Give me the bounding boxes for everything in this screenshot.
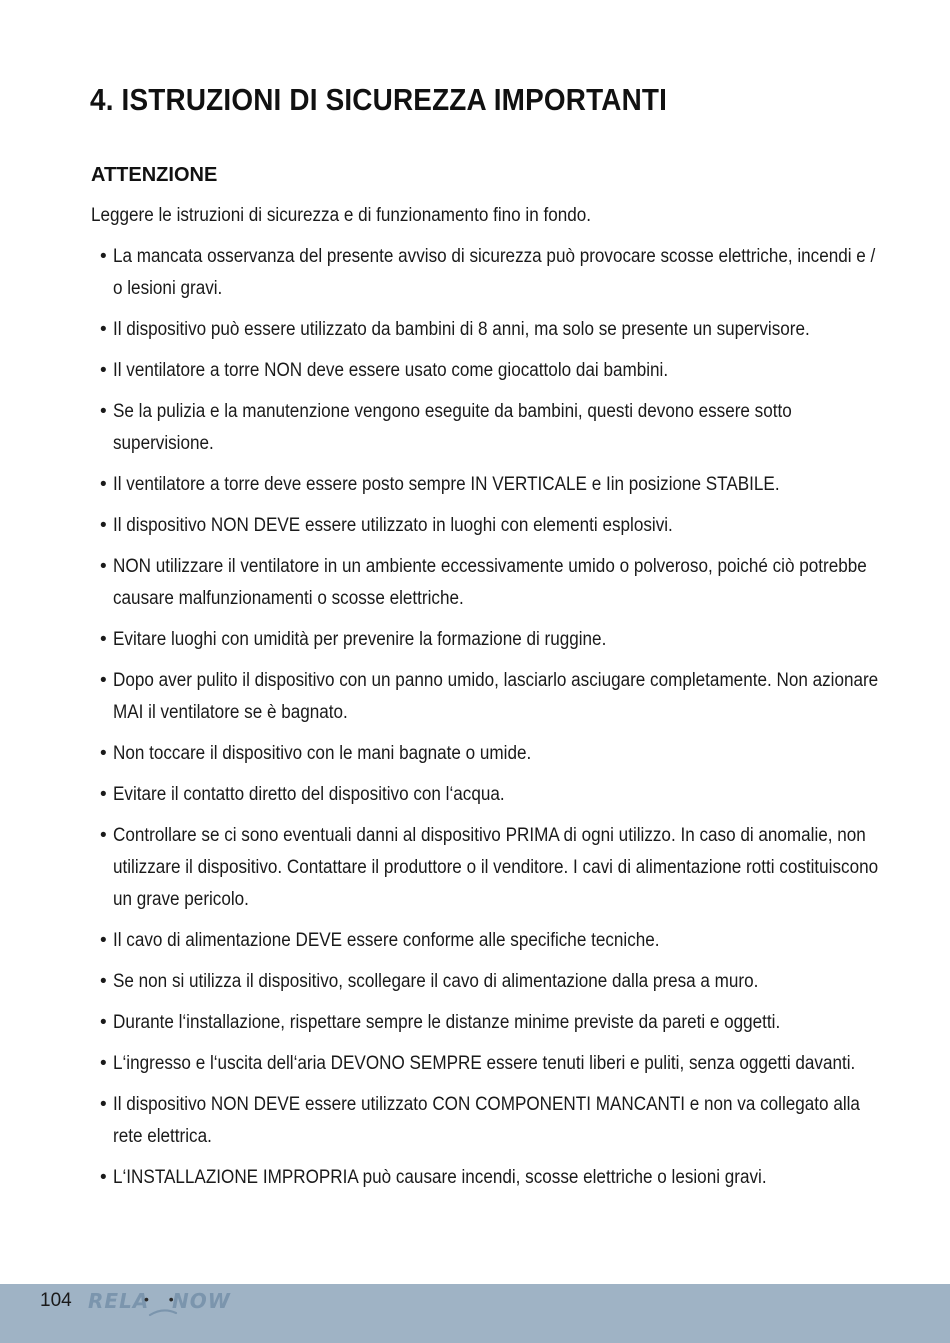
bullet-dot-icon: • (100, 556, 107, 577)
safety-bullet-list (91, 241, 881, 1194)
safety-bullet-item (91, 551, 881, 615)
bullet-dot-icon: • (100, 515, 107, 536)
logo-text-right: NOW (172, 1289, 231, 1313)
page-number: 104 (40, 1290, 72, 1311)
safety-bullet-item (91, 510, 881, 542)
bullet-text: Il ventilatore a torre deve essere posto sempre IN VERTICALE e Iin posizione STABILE. (113, 474, 780, 495)
safety-bullet-item (91, 820, 881, 916)
brand-logo (88, 1289, 238, 1323)
bullet-dot-icon: • (100, 1167, 107, 1188)
bullet-dot-icon: • (100, 360, 107, 381)
safety-bullet-item (91, 665, 881, 729)
safety-bullet-item (91, 779, 881, 811)
safety-content (91, 200, 881, 1203)
bullet-text: Controllare se ci sono eventuali danni al dispositivo PRIMA di ogni utilizzo. In caso di anomalie, non utilizzare il dispositivo. Contattare il produttore o il venditore. I cavi di alimentazione rotti costituiscono un grave pericolo. (113, 825, 879, 910)
bullet-dot-icon: • (100, 629, 107, 650)
bullet-text: L‘ingresso e l‘uscita dell‘aria DEVONO SEMPRE essere tenuti liberi e puliti, senza oggetti davanti. (113, 1053, 856, 1074)
bullet-text: Il dispositivo NON DEVE essere utilizzato CON COMPONENTI MANCANTI e non va collegato alla rete elettrica. (113, 1094, 860, 1147)
safety-bullet-item (91, 925, 881, 957)
safety-bullet-item (91, 355, 881, 387)
bullet-dot-icon: • (100, 670, 107, 691)
logo-text-left: RELA (88, 1289, 150, 1313)
bullet-text: Dopo aver pulito il dispositivo con un panno umido, lasciarlo asciugare completamente. Non azionare MAI il ventilatore se è bagnato. (113, 670, 879, 723)
bullet-text: L‘INSTALLAZIONE IMPROPRIA può causare incendi, scosse elettriche o lesioni gravi. (113, 1167, 767, 1188)
bullet-dot-icon: • (100, 1094, 107, 1115)
safety-bullet-item (91, 1089, 881, 1153)
safety-bullet-item (91, 469, 881, 501)
bullet-text: Il dispositivo NON DEVE essere utilizzato in luoghi con elementi esplosivi. (113, 515, 673, 536)
safety-bullet-item (91, 314, 881, 346)
bullet-text: Se non si utilizza il dispositivo, scollegare il cavo di alimentazione dalla presa a muro. (113, 971, 759, 992)
bullet-text: NON utilizzare il ventilatore in un ambiente eccessivamente umido o polveroso, poiché ciò potrebbe causare malfunzionamenti o scosse elettriche. (113, 556, 867, 609)
bullet-text: Non toccare il dispositivo con le mani bagnate o umide. (113, 743, 532, 764)
safety-bullet-item (91, 241, 881, 305)
bullet-text: Il dispositivo può essere utilizzato da bambini di 8 anni, ma solo se presente un supervisore. (113, 319, 810, 340)
logo-dots: • • (144, 1291, 182, 1307)
bullet-text: La mancata osservanza del presente avviso di sicurezza può provocare scosse elettriche, incendi e / o lesioni gravi. (113, 246, 876, 299)
bullet-text: Evitare il contatto diretto del dispositivo con l‘acqua. (113, 784, 505, 805)
bullet-text: Il ventilatore a torre NON deve essere usato come giocattolo dai bambini. (113, 360, 669, 381)
logo-swoosh-icon (148, 1307, 178, 1319)
safety-bullet-item (91, 1048, 881, 1080)
bullet-dot-icon: • (100, 246, 107, 267)
bullet-dot-icon: • (100, 319, 107, 340)
bullet-text: Durante l‘installazione, rispettare sempre le distanze minime previste da pareti e oggetti. (113, 1012, 781, 1033)
bullet-text: Evitare luoghi con umidità per prevenire la formazione di ruggine. (113, 629, 607, 650)
bullet-dot-icon: • (100, 1053, 107, 1074)
bullet-dot-icon: • (100, 1012, 107, 1033)
page-title: 4. ISTRUZIONI DI SICUREZZA IMPORTANTI (90, 82, 668, 117)
bullet-dot-icon: • (100, 474, 107, 495)
bullet-dot-icon: • (100, 930, 107, 951)
safety-bullet-item (91, 1007, 881, 1039)
bullet-text: Se la pulizia e la manutenzione vengono eseguite da bambini, questi devono essere sotto supervisione. (113, 401, 792, 454)
intro-text: Leggere le istruzioni di sicurezza e di funzionamento fino in fondo. (91, 205, 592, 226)
bullet-dot-icon: • (100, 401, 107, 422)
bullet-dot-icon: • (100, 825, 107, 846)
warning-heading: ATTENZIONE (91, 164, 218, 186)
bullet-dot-icon: • (100, 971, 107, 992)
bullet-dot-icon: • (100, 743, 107, 764)
bullet-text: Il cavo di alimentazione DEVE essere conforme alle specifiche tecniche. (113, 930, 660, 951)
safety-bullet-item (91, 396, 881, 460)
safety-bullet-item (91, 1162, 881, 1194)
safety-bullet-item (91, 624, 881, 656)
safety-bullet-item (91, 738, 881, 770)
bullet-dot-icon: • (100, 784, 107, 805)
safety-bullet-item (91, 966, 881, 998)
